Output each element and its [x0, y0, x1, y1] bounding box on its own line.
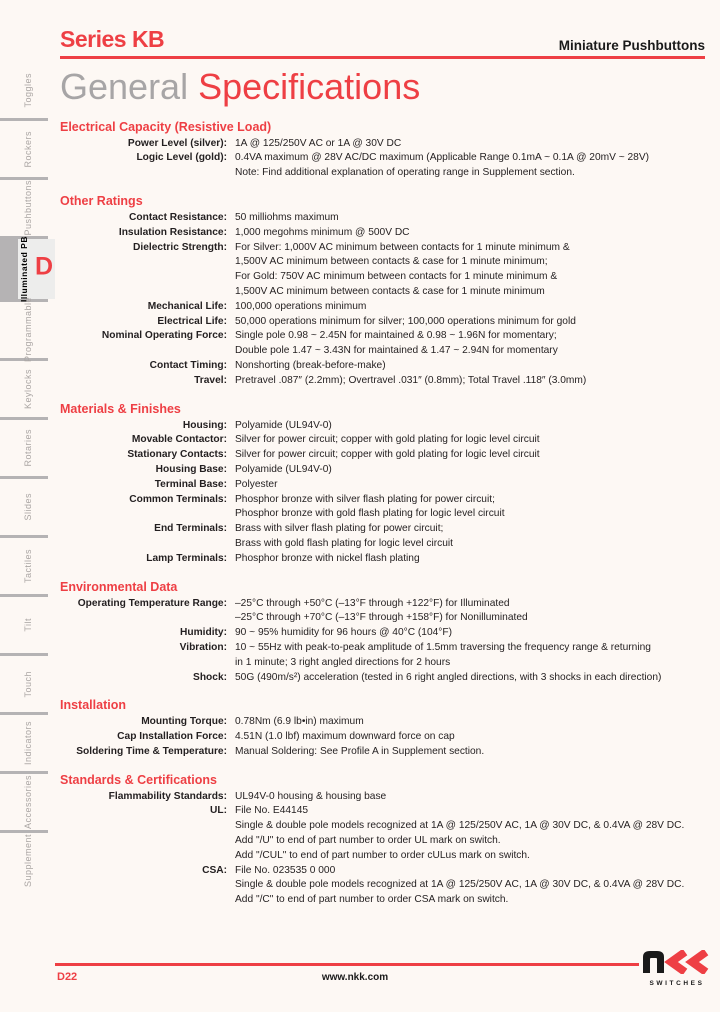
spec-label: Housing Base: — [155, 463, 227, 475]
spec-value — [235, 790, 386, 805]
spec-label: Power Level (silver): — [127, 137, 227, 149]
spec-label: UL: — [210, 805, 227, 817]
spec-value-line: 1,500V AC minimum between contacts & case for 1 minute minimum — [235, 285, 545, 297]
sidebar-item-tilt — [0, 597, 55, 653]
spec-value-line: –25°C through +50°C (–13°F through +122°F) for Illuminated — [235, 597, 510, 609]
spec-value-line: 0.78Nm (6.9 lb•in) maximum — [235, 716, 364, 728]
spec-label: Travel: — [194, 374, 227, 386]
header-rule — [60, 56, 705, 59]
spec-value-line: For Gold: 750V AC minimum between contacts for 1 minute minimum & — [235, 271, 558, 283]
spec-value-line: 1A @ 125/250V AC or 1A @ 30V DC — [235, 137, 402, 149]
sidebar-item-label: Accessories — [22, 774, 33, 829]
section-materials-finishes — [60, 402, 705, 567]
spec-row-housing — [60, 419, 705, 434]
spec-row-dielectric-strength — [60, 241, 705, 300]
footer-page-number: D22 — [57, 971, 78, 983]
sidebar-item-label: Touch — [22, 670, 33, 698]
sidebar-item-label: Illuminated PB — [19, 235, 29, 303]
spec-row-mounting-torque — [60, 715, 705, 730]
spec-value-line: 4.51N (1.0 lbf) maximum downward force on cap — [235, 731, 455, 743]
spec-value-line: Note: Find additional explanation of operating range in Supplement section. — [235, 167, 575, 179]
spec-value — [235, 552, 420, 567]
spec-value-line: Add "/U" to end of part number to order UL mark on switch. — [235, 835, 501, 847]
spec-value — [235, 478, 277, 493]
spec-label: Common Terminals: — [129, 493, 227, 505]
sidebar-item-keylocks — [0, 361, 55, 417]
spec-label: Movable Contactor: — [131, 434, 227, 446]
series-title: Series KB — [60, 26, 165, 52]
spec-value — [235, 626, 452, 641]
spec-value — [235, 463, 332, 478]
spec-value-line: Add "/C" to end of part number to order CSA mark on switch. — [235, 894, 509, 906]
product-category-title: Miniature Pushbuttons — [558, 38, 705, 53]
spec-value-line: File No. E44145 — [235, 805, 309, 817]
nkk-logo — [640, 950, 714, 987]
sidebar-item-programmable — [0, 297, 55, 363]
spec-value-line: 10 ~ 55Hz with peak-to-peak amplitude of 1.5mm traversing the frequency range & returning — [235, 641, 651, 653]
spec-value-line: UL94V-0 housing & housing base — [235, 790, 387, 802]
spec-row-logic-level-gold — [60, 151, 705, 181]
spec-label: End Terminals: — [154, 523, 227, 535]
sidebar-item-toggles — [0, 62, 55, 118]
spec-value — [235, 493, 505, 523]
spec-label: Shock: — [193, 671, 227, 683]
section-title: Other Ratings — [60, 193, 143, 208]
spec-row-lamp-terminals — [60, 552, 705, 567]
spec-label: CSA: — [202, 864, 227, 876]
spec-value-line: Silver for power circuit; copper with gold plating for logic level circuit — [235, 449, 540, 461]
spec-value-line: Manual Soldering: See Profile A in Supplement section. — [235, 745, 485, 757]
section-standards-certifications — [60, 773, 705, 908]
sidebar-item-label: Pushbuttons — [22, 180, 33, 236]
spec-value — [235, 745, 484, 760]
sidebar-index-tabs — [0, 0, 55, 1012]
spec-value-line: 50 milliohms maximum — [235, 211, 339, 223]
spec-value — [235, 522, 453, 552]
spec-label: Vibration: — [179, 641, 227, 653]
spec-label: Nominal Operating Force: — [101, 330, 227, 342]
section-tab-letter: D — [34, 252, 53, 281]
spec-value — [235, 211, 339, 226]
spec-value-line: Double pole 1.47 ~ 3.43N for maintained & 1.47 ~ 2.94N for momentary — [235, 345, 558, 357]
spec-value — [235, 433, 540, 448]
sidebar-item-accessories — [0, 774, 55, 830]
spec-row-shock — [60, 671, 705, 686]
spec-value-line: Phosphor bronze with gold flash plating for logic level circuit — [235, 508, 505, 520]
spec-label: Electrical Life: — [157, 315, 227, 327]
spec-row-electrical-life — [60, 315, 705, 330]
spec-row-movable-contactor — [60, 433, 705, 448]
spec-value-line: in 1 minute; 3 right angled directions for 2 hours — [235, 656, 451, 668]
sidebar-item-label: Tactiles — [22, 548, 33, 583]
spec-row-housing-base — [60, 463, 705, 478]
spec-value-line: For Silver: 1,000V AC minimum between contacts for 1 minute minimum & — [235, 241, 570, 253]
section-title: Materials & Finishes — [60, 401, 181, 416]
spec-value-line: Brass with silver flash plating for power circuit; — [235, 523, 444, 535]
section-environmental-data — [60, 580, 705, 686]
section-installation — [60, 698, 705, 759]
spec-label: Terminal Base: — [154, 478, 227, 490]
spec-value-line: Polyester — [235, 478, 278, 490]
spec-row-contact-timing — [60, 359, 705, 374]
sidebar-item-touch — [0, 656, 55, 712]
spec-value-line: 0.4VA maximum @ 28V AC/DC maximum (Applicable Range 0.1mA ~ 0.1A @ 20mV ~ 28V) — [235, 152, 650, 164]
datasheet-page — [55, 0, 715, 908]
spec-row-stationary-contacts — [60, 448, 705, 463]
spec-label: Humidity: — [180, 627, 227, 639]
spec-row-power-level-silver — [60, 137, 705, 152]
spec-value — [235, 374, 586, 389]
spec-sections — [60, 120, 705, 908]
spec-value-line: Silver for power circuit; copper with gold plating for logic level circuit — [235, 434, 540, 446]
sidebar-item-label: Toggles — [22, 72, 33, 108]
spec-row-flammability-standards — [60, 790, 705, 805]
spec-label: Soldering Time & Temperature: — [76, 745, 227, 757]
spec-row-humidity — [60, 626, 705, 641]
spec-row-travel — [60, 374, 705, 389]
section-title: Environmental Data — [60, 579, 178, 594]
spec-value-line: Add "/CUL" to end of part number to order cULus mark on switch. — [235, 849, 530, 861]
spec-label: Contact Timing: — [149, 359, 227, 371]
spec-value-line: 50,000 operations minimum for silver; 100,000 operations minimum for gold — [235, 315, 576, 327]
spec-value-line: Single & double pole models recognized at 1A @ 125/250V AC, 1A @ 30V DC, & 0.4VA @ 28V DC. — [235, 820, 685, 832]
spec-row-operating-temperature-range — [60, 597, 705, 627]
spec-row-end-terminals — [60, 522, 705, 552]
spec-value-line: –25°C through +70°C (–13°F through +158°F) for Nonilluminated — [235, 612, 528, 624]
nkk-logo-subtext: SWITCHES — [649, 980, 705, 987]
sidebar-item-illuminated-pb — [0, 235, 55, 303]
active-tab-shade — [0, 239, 18, 299]
spec-label: Operating Temperature Range: — [77, 597, 227, 609]
section-other-ratings — [60, 194, 705, 389]
sidebar-item-label: Rockers — [22, 130, 33, 168]
spec-value-line: Polyamide (UL94V-0) — [235, 419, 332, 431]
spec-value — [235, 151, 649, 181]
spec-label: Insulation Resistance: — [118, 226, 227, 238]
spec-value — [235, 226, 410, 241]
footer-rule — [55, 963, 639, 966]
sidebar-item-label: Indicators — [22, 720, 33, 766]
spec-value-line: Polyamide (UL94V-0) — [235, 463, 332, 475]
page-title-specifications: Specifications — [198, 66, 421, 107]
sidebar-item-supplement — [0, 833, 55, 889]
section-title: Installation — [60, 698, 126, 713]
spec-value — [235, 864, 684, 908]
section-electrical-capacity-resistive-load — [60, 120, 705, 181]
sidebar-item-label: Keylocks — [22, 368, 33, 409]
spec-value — [235, 804, 684, 863]
spec-value-line: Phosphor bronze with silver flash plating for power circuit; — [235, 493, 495, 505]
sidebar-item-rockers — [0, 121, 55, 177]
sidebar-item-tactiles — [0, 538, 55, 594]
sidebar-item-rotaries — [0, 420, 55, 476]
spec-row-vibration — [60, 641, 705, 671]
spec-value — [235, 448, 540, 463]
page-header — [60, 26, 705, 53]
spec-value-line: Brass with gold flash plating for logic level circuit — [235, 537, 453, 549]
spec-value — [235, 241, 570, 300]
spec-value-line: 1,500V AC minimum between contacts & case for 1 minute minimum; — [235, 256, 548, 268]
spec-label: Housing: — [182, 419, 227, 431]
spec-value — [235, 730, 455, 745]
spec-value-line: Nonshorting (break-before-make) — [235, 359, 386, 371]
page-title-general: General — [60, 66, 189, 107]
spec-value — [235, 359, 386, 374]
spec-row-ul — [60, 804, 705, 863]
spec-label: Mounting Torque: — [141, 716, 227, 728]
spec-value-line: Phosphor bronze with nickel flash plating — [235, 552, 420, 564]
spec-row-cap-installation-force — [60, 730, 705, 745]
spec-label: Dielectric Strength: — [133, 241, 227, 253]
spec-value-line: File No. 023535 0 000 — [235, 864, 336, 876]
spec-value — [235, 315, 576, 330]
spec-value — [235, 641, 651, 671]
spec-row-soldering-time-temperature — [60, 745, 705, 760]
spec-value — [235, 329, 558, 359]
page-title — [60, 67, 705, 107]
spec-value-line: 1,000 megohms minimum @ 500V DC — [235, 226, 410, 238]
spec-row-common-terminals — [60, 493, 705, 523]
active-tab-panel — [18, 235, 55, 303]
spec-label: Cap Installation Force: — [117, 731, 227, 743]
spec-row-mechanical-life — [60, 300, 705, 315]
spec-value-line: Single & double pole models recognized at 1A @ 125/250V AC, 1A @ 30V DC, & 0.4VA @ 28V DC. — [235, 879, 685, 891]
spec-row-csa — [60, 864, 705, 908]
spec-value — [235, 715, 364, 730]
spec-value-line: 50G (490m/s²) acceleration (tested in 6 right angled directions, with 3 shocks in each direction) — [235, 671, 662, 683]
sidebar-item-indicators — [0, 715, 55, 771]
spec-value — [235, 300, 366, 315]
section-title: Electrical Capacity (Resistive Load) — [60, 119, 272, 134]
sidebar-item-label: Programmable — [22, 297, 33, 363]
spec-value — [235, 137, 401, 152]
spec-value-line: 100,000 operations minimum — [235, 300, 367, 312]
spec-row-contact-resistance — [60, 211, 705, 226]
spec-label: Contact Resistance: — [129, 211, 227, 223]
spec-row-insulation-resistance — [60, 226, 705, 241]
spec-label: Stationary Contacts: — [127, 449, 227, 461]
spec-value-line: 90 ~ 95% humidity for 96 hours @ 40°C (104°F) — [235, 627, 452, 639]
footer-website-link[interactable]: www.nkk.com — [321, 972, 389, 983]
sidebar-item-pushbuttons — [0, 180, 55, 236]
spec-label: Logic Level (gold): — [136, 152, 227, 164]
spec-value — [235, 597, 528, 627]
spec-value-line: Single pole 0.98 ~ 2.45N for maintained & 0.98 ~ 1.96N for momentary; — [235, 330, 557, 342]
section-title: Standards & Certifications — [60, 772, 217, 787]
spec-value-line: Pretravel .087″ (2.2mm); Overtravel .031″ (0.8mm); Total Travel .118″ (3.0mm) — [235, 374, 587, 386]
spec-label: Mechanical Life: — [147, 300, 227, 312]
sidebar-item-label: Tilt — [22, 618, 33, 632]
spec-value — [235, 671, 661, 686]
spec-label: Lamp Terminals: — [146, 552, 227, 564]
spec-row-nominal-operating-force — [60, 329, 705, 359]
sidebar-item-label: Supplement — [22, 834, 33, 888]
spec-value — [235, 419, 332, 434]
sidebar-item-label: Rotaries — [22, 429, 33, 467]
nkk-logo-icon — [642, 950, 712, 974]
spec-row-terminal-base — [60, 478, 705, 493]
sidebar-item-slides — [0, 479, 55, 535]
spec-label: Flammability Standards: — [108, 790, 227, 802]
sidebar-item-label: Slides — [22, 493, 33, 521]
